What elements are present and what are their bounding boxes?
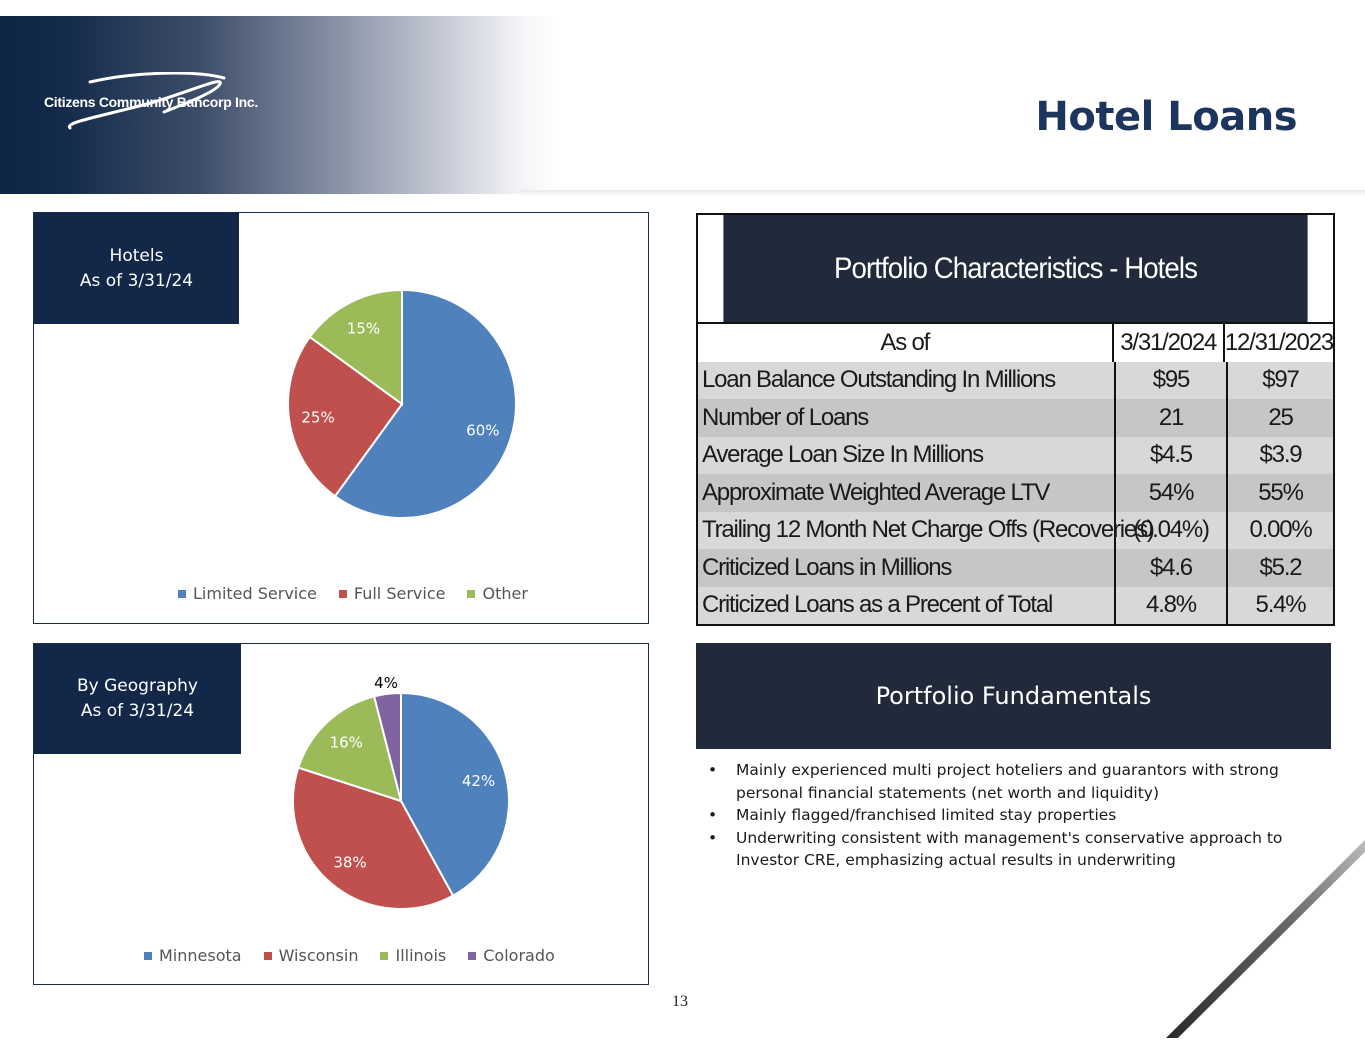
geography-chart-panel	[33, 643, 649, 985]
geography-chart-legend	[144, 946, 555, 965]
portfolio-characteristics-table	[696, 213, 1335, 626]
row-label: Number of Loans	[698, 399, 1116, 437]
header-shadow	[520, 190, 1365, 196]
bullet-text: Mainly flagged/franchised limited stay properties	[736, 806, 1117, 825]
value-current: $4.6	[1116, 549, 1228, 587]
page-curl-decoration	[1150, 840, 1365, 1040]
legend-item	[468, 946, 555, 965]
row-label: Criticized Loans as a Precent of Total	[698, 587, 1116, 625]
legend-label: Limited Service	[193, 584, 317, 603]
hotels-chart-legend	[178, 584, 528, 603]
value-current: 54%	[1116, 474, 1228, 512]
legend-label: Full Service	[353, 584, 446, 603]
table-body	[698, 362, 1333, 625]
portfolio-fundamentals-title: Portfolio Fundamentals	[696, 643, 1331, 749]
legend-label: Illinois	[395, 946, 447, 965]
geography-pie-chart	[34, 644, 650, 934]
column-header-prior: 12/31/2023	[1224, 328, 1333, 356]
row-label: Loan Balance Outstanding In Millions	[698, 362, 1116, 400]
bullet-icon: •	[708, 761, 718, 779]
legend-label: Other	[482, 584, 528, 603]
hotels-chart-title-line2: As of 3/31/24	[79, 270, 194, 291]
legend-item	[339, 584, 446, 603]
row-label: Criticized Loans in Millions	[698, 549, 1116, 587]
legend-label: Minnesota	[159, 946, 242, 965]
page-title: Hotel Loans	[1035, 94, 1297, 140]
column-header-as-of: As of	[698, 324, 1114, 362]
data-label: 15%	[346, 319, 381, 338]
value-current: (0.04%)	[1116, 512, 1228, 550]
logo-text: Citizens Community Bancorp Inc.	[44, 94, 258, 110]
value-prior: 55%	[1258, 478, 1303, 506]
value-prior: $5.2	[1259, 553, 1302, 581]
bullet-icon: •	[708, 828, 718, 847]
data-label: 16%	[329, 733, 363, 752]
list-item	[708, 804, 1298, 827]
table-row	[698, 399, 1333, 437]
table-header-row	[698, 322, 1333, 362]
company-logo	[44, 72, 284, 136]
data-label: 25%	[301, 408, 335, 427]
legend-swatch-icon	[339, 590, 347, 598]
row-label: Average Loan Size In Millions	[698, 437, 1116, 475]
value-current: 21	[1116, 399, 1228, 437]
hotels-chart-panel	[33, 212, 649, 624]
value-prior: 0.00%	[1249, 516, 1312, 544]
table-row	[698, 362, 1333, 400]
legend-swatch-icon	[467, 590, 475, 598]
row-label: Trailing 12 Month Net Charge Offs (Recoveries)	[698, 512, 1116, 550]
list-item	[708, 759, 1298, 804]
legend-label: Wisconsin	[278, 946, 359, 965]
data-label: 60%	[466, 421, 500, 440]
page-number: 13	[672, 993, 688, 1010]
table-row	[698, 587, 1333, 625]
value-prior: 5.4%	[1255, 591, 1306, 619]
legend-item	[178, 584, 317, 603]
legend-swatch-icon	[264, 952, 272, 960]
portfolio-table-title: Portfolio Characteristics - Hotels	[723, 215, 1307, 322]
legend-item	[380, 946, 446, 965]
bullet-text: Mainly experienced multi project hoteliers and guarantors with strong personal financial statements (net worth and liquidity)	[736, 761, 1279, 802]
legend-swatch-icon	[380, 952, 388, 960]
legend-swatch-icon	[144, 952, 152, 960]
row-label: Approximate Weighted Average LTV	[698, 474, 1116, 512]
legend-item	[467, 584, 527, 603]
data-label: 42%	[461, 772, 496, 791]
data-label: 38%	[333, 853, 367, 872]
table-row	[698, 437, 1333, 475]
legend-label: Colorado	[483, 946, 555, 965]
value-prior: 25	[1268, 403, 1293, 431]
value-current: 4.8%	[1116, 587, 1228, 625]
value-prior: $3.9	[1259, 441, 1302, 469]
value-current: $4.5	[1116, 437, 1228, 475]
table-row	[698, 549, 1333, 587]
legend-item	[144, 946, 242, 965]
legend-item	[264, 946, 359, 965]
hotels-pie-chart	[34, 213, 650, 573]
table-row	[698, 512, 1333, 550]
legend-swatch-icon	[178, 590, 186, 598]
value-current: $95	[1116, 362, 1228, 400]
geography-chart-title-line1: By Geography	[77, 676, 198, 696]
bullet-text: Underwriting consistent with management's conservative approach to Investor CRE, emphasizing actual results in underwriting	[736, 828, 1283, 870]
column-header-current: 3/31/2024	[1114, 324, 1225, 362]
data-label: 4%	[374, 673, 398, 692]
hotels-chart-title-line1: Hotels	[109, 245, 164, 266]
value-prior: $97	[1262, 366, 1299, 394]
geography-chart-title-line2: As of 3/31/24	[80, 701, 195, 721]
legend-swatch-icon	[468, 952, 476, 960]
table-row	[698, 474, 1333, 512]
bullet-icon: •	[708, 806, 718, 825]
